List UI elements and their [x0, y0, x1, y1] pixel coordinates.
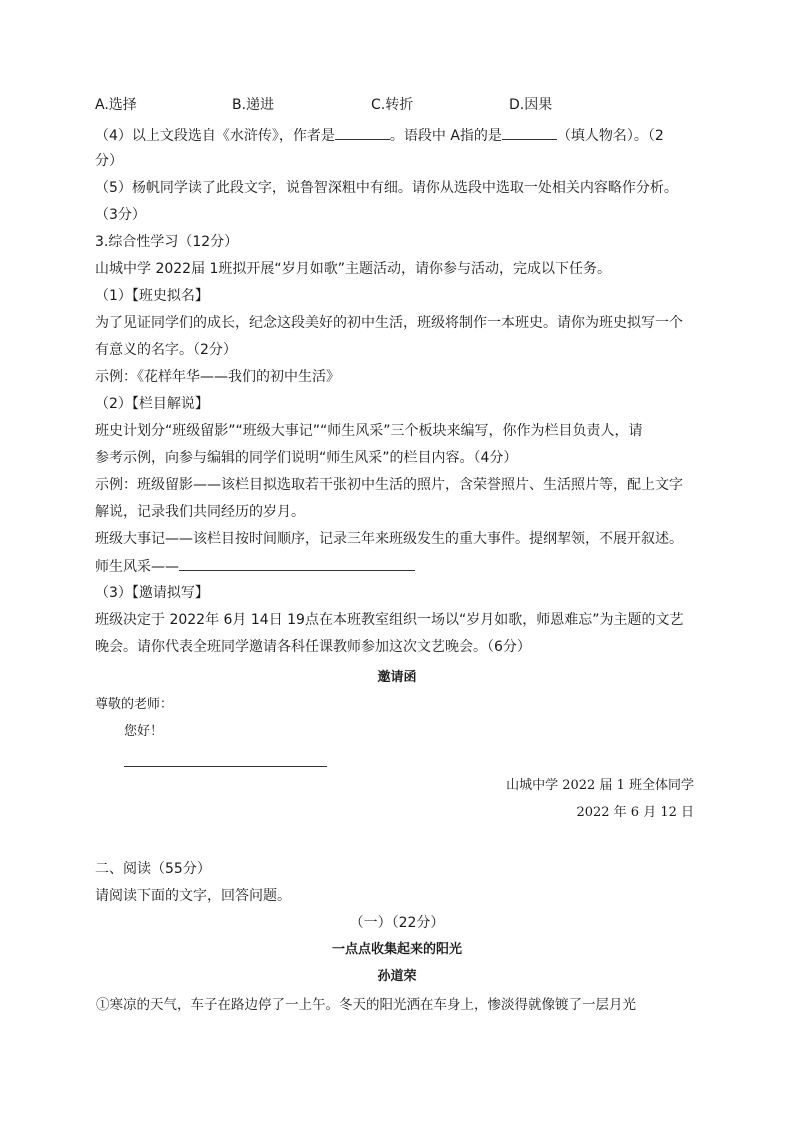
question-5: （5）杨帆同学读了此段文字，说鲁智深粗中有细。请你从选段中选取一处相关内容略作分析。: [95, 180, 678, 196]
reading-part-title: （一）（22分）: [349, 915, 445, 931]
q4-text-2: 。语段中 A指的是: [389, 128, 502, 144]
task-2-title: （2）【栏目解说】: [95, 396, 209, 412]
task-2-example-1: 示例：班级留影——该栏目拟选取若干张初中生活的照片，含荣誉照片、生活照片等，配上文字: [95, 477, 683, 493]
letter-title: 邀请函: [377, 670, 417, 685]
option-a: A.选择: [95, 97, 137, 113]
q4-person-blank[interactable]: [502, 125, 557, 140]
q4-line-2: 分）: [95, 153, 123, 169]
q4-text-1: （4）以上文段选自《水浒传》，作者是: [95, 128, 335, 144]
task-1-example: 示例：《花样年华——我们的初中生活》: [95, 369, 340, 385]
letter-body-blank[interactable]: [124, 766, 327, 767]
q4-text-3: （填人物名）。（2: [556, 128, 664, 144]
article-paragraph-1: ①寒凉的天气，车子在路边停了一上午。冬天的阳光洒在车身上，惨淡得就像镀了一层月光: [96, 997, 636, 1013]
task-2-example-3: 班级大事记——该栏目按时间顺序，记录三年来班级发生的重大事件。提纲挈领，不展开叙述。: [95, 531, 683, 547]
letter-salutation: 尊敬的老师：: [95, 697, 174, 712]
task-2-line-1: 班史计划分“班级留影”“班级大事记”“师生风采”三个板块来编写，你作为栏目负责人，请: [95, 423, 643, 439]
task-2-answer-label: 师生风采——: [95, 559, 179, 575]
letter-greeting: 您好！: [124, 724, 164, 739]
section-3-title: 3.综合性学习（12分）: [95, 234, 239, 250]
q5-line-2: （3分）: [95, 207, 146, 223]
task-2-answer: [95, 556, 415, 577]
task-2-line-2: 参考示例，向参与编辑的同学们说明“师生风采”的栏目内容。（4分）: [95, 450, 518, 466]
task-1-line-2: 有意义的名字。（2分）: [95, 342, 237, 358]
reading-heading: 二、阅读（55分）: [95, 861, 211, 877]
task-3-line-1: 班级决定于 2022年 6月 14日 19点在本班教室组织一场以“岁月如歌，师恩难忘”为主题的文艺: [95, 612, 684, 628]
task-1-line-1: 为了见证同学们的成长，纪念这段美好的初中生活，班级将制作一本班史。请你为班史拟写一个: [95, 315, 683, 331]
option-c: C.转折: [371, 97, 414, 113]
letter-date: 2022 年 6 月 12 日: [576, 805, 694, 820]
task-1-title: （1）【班史拟名】: [95, 288, 209, 304]
option-b: B.递进: [232, 97, 275, 113]
article-title: 一点点收集起来的阳光: [331, 942, 462, 957]
section-3-intro: 山城中学 2022届 1班拟开展“岁月如歌”主题活动，请你参与活动，完成以下任务。: [95, 261, 611, 277]
letter-signature: 山城中学 2022 届 1 班全体同学: [506, 778, 694, 793]
task-2-answer-blank[interactable]: [179, 556, 415, 571]
task-3-line-2: 晚会。请你代表全班同学邀请各科任课教师参加这次文艺晚会。（6分）: [95, 639, 531, 655]
article-author: 孙道荣: [377, 969, 417, 984]
task-2-example-2: 解说，记录我们共同经历的岁月。: [95, 504, 305, 520]
option-d: D.因果: [509, 97, 553, 113]
q4-author-blank[interactable]: [335, 125, 390, 140]
task-3-title: （3）【邀请拟写】: [95, 585, 209, 601]
reading-instruction: 请阅读下面的文字，回答问题。: [95, 888, 291, 904]
question-4: [95, 125, 664, 146]
